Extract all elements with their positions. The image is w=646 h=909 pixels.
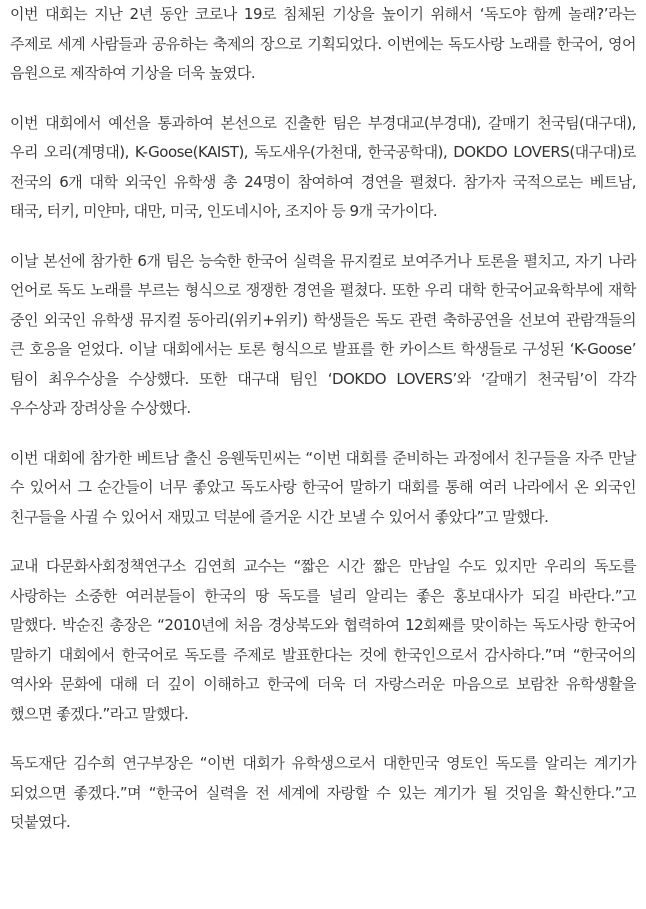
paragraph-spacer <box>10 532 636 552</box>
paragraph-spacer <box>10 227 636 247</box>
paragraph-3: 이날 본선에 참가한 6개 팀은 능숙한 한국어 실력을 뮤지컬로 보여주거나 토론을 펼치고, 자기 나라 언어로 독도 노래를 부르는 형식으로 쟁쟁한 경연을 펼쳤다. 또한 우리 대학 한국어교육학부에 재학 중인 외국인 유학생 뮤지컬 동아리(위키+위키) 학생들은 독도 관련 축하공연을 선보여 관람객들의 큰 호응을 얻었다. 이날 대회에서는 토론 형식으로 발표를 한 카이스트 학생들로 구성된 ‘K-Goose’ 팀이 최우수상을 수상했다. 또한 대구대 팀인 ‘DOKDO LOVERS’와 ‘갈매기 천국팀’이 각각 우수상과 장려상을 수상했다. <box>10 251 636 417</box>
paragraph-5: 교내 다문화사회정책연구소 김연희 교수는 “짧은 시간 짧은 만남일 수도 있지만 우리의 독도를 사랑하는 소중한 여러분들이 한국의 땅 독도를 널리 알리는 좋은 홍보대사가 되길 바란다.”고 말했다. 박순진 총장은 “2010년에 처음 경상북도와 협력하여 12회째를 맞이하는 독도사랑 한국어 말하기 대회에서 한국어로 독도를 주제로 발표한다는 것에 한국인으로서 감사하다.”며 “한국어의 역사와 문화에 대해 더 깊이 이해하고 한국에 더욱 더 자랑스러운 마음으로 보람찬 유학생활을 했으면 좋겠다.”라고 말했다. <box>10 557 636 723</box>
paragraph-spacer <box>10 424 636 444</box>
paragraph-spacer <box>10 89 636 109</box>
paragraph-6: 독도재단 김수희 연구부장은 “이번 대회가 유학생으로서 대한민국 영토인 독도를 알리는 계기가 되었으면 좋겠다.”며 “한국어 실력을 전 세계에 자랑할 수 있는 계기가 될 것임을 확신한다.”고 덧붙였다. <box>10 754 636 831</box>
paragraph-4: 이번 대회에 참가한 베트남 출신 응웬둑민씨는 “이번 대회를 준비하는 과정에서 친구들을 자주 만날 수 있어서 그 순간들이 너무 좋았고 독도사랑 한국어 말하기 대회를 통해 여러 나라에서 온 외국인 친구들을 사귈 수 있어서 재밌고 덕분에 즐거운 시간 보낼 수 있어서 좋았다”고 말했다. <box>10 448 636 526</box>
paragraph-2: 이번 대회에서 예선을 통과하여 본선으로 진출한 팀은 부경대교(부경대), 갈매기 천국팀(대구대), 우리 오리(계명대), K-Goose(KAIST), 독도새우(가천대, 한국공학대), DOKDO LOVERS(대구대)로 전국의 6개 대학 외국인 유학생 총 24명이 참여하여 경연을 펼쳤다. 참가자 국적으로는 베트남, 태국, 터키, 미얀마, 대만, 미국, 인도네시아, 조지아 등 9개 국가이다. <box>10 113 636 220</box>
paragraph-1: 이번 대회는 지난 2년 동안 코로나 19로 침체된 기상을 높이기 위해서 ‘독도야 함께 놀래?’라는 주제로 세계 사람들과 공유하는 축제의 장으로 기획되었다. 이번에는 독도사랑 노래를 한국어, 영어 음원으로 제작하여 기상을 더욱 높였다. <box>10 5 636 82</box>
paragraph-spacer <box>10 729 636 749</box>
